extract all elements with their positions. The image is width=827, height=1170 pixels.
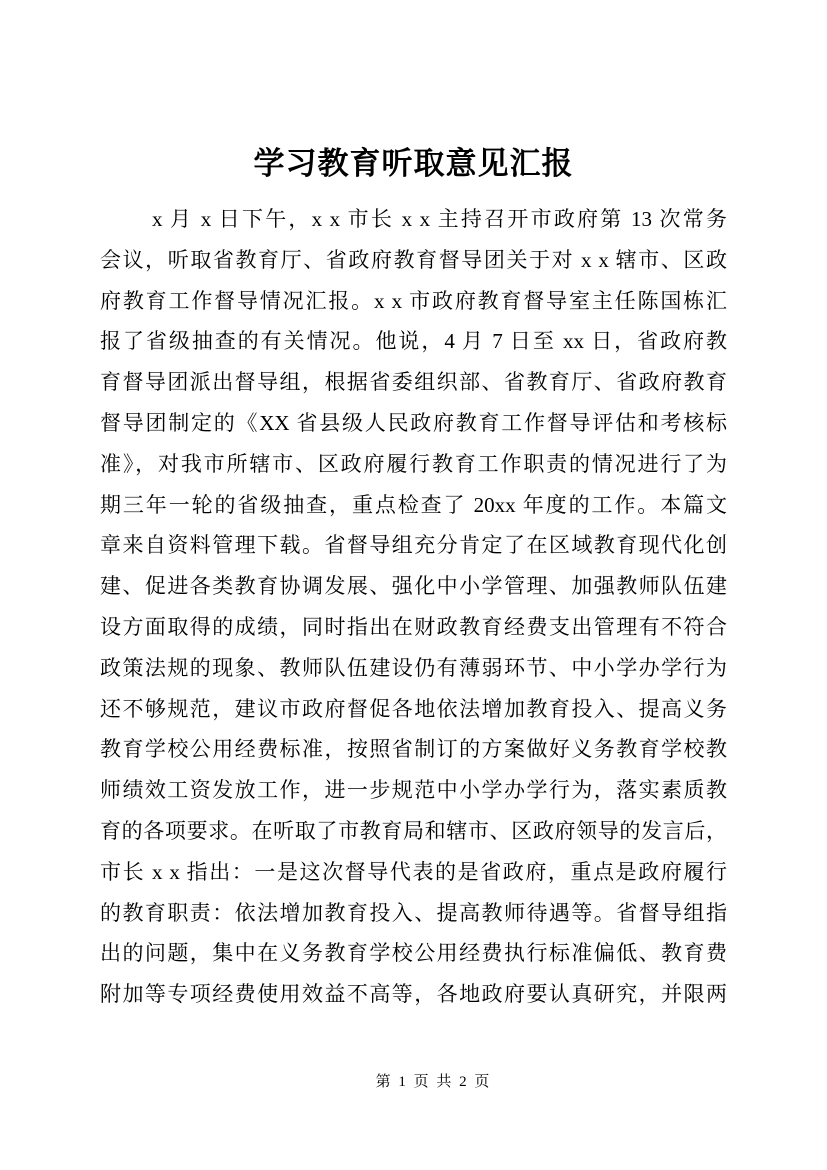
body-line: 章来自资料管理下载。省督导组充分肯定了在区域教育现代化创	[100, 533, 727, 558]
body-line: 师绩效工资发放工作，进一步规范中小学办学行为，落实素质教	[100, 778, 727, 803]
body-line: 市长 x x 指出：一是这次督导代表的是省政府，重点是政府履行	[100, 859, 727, 884]
body-line: 教育学校公用经费标准，按照省制订的方案做好义务教育学校教	[100, 737, 727, 762]
body-line: 的教育职责：依法增加教育投入、提高教师待遇等。省督导组指	[100, 900, 727, 925]
body-line: 报了省级抽查的有关情况。他说，4 月 7 日至 xx 日，省政府教	[100, 329, 727, 354]
body-line: 设方面取得的成绩，同时指出在财政教育经费支出管理有不符合	[100, 614, 727, 639]
body-line: 育督导团派出督导组，根据省委组织部、省教育厅、省政府教育	[100, 370, 727, 395]
page-number-label: 第 1 页 共 2 页	[375, 1074, 492, 1090]
body-line: 督导团制定的《XX 省县级人民政府教育工作督导评估和考核标	[100, 410, 727, 435]
body-line: 育的各项要求。在听取了市教育局和辖市、区政府领导的发言后，	[100, 818, 727, 843]
body-line: 还不够规范，建议市政府督促各地依法增加教育投入、提高义务	[100, 696, 727, 721]
page-footer	[40, 1072, 827, 1092]
body-line: 会议，听取省教育厅、省政府教育督导团关于对 x x 辖市、区政	[100, 247, 727, 272]
body-line: 政策法规的现象、教师队伍建设仍有薄弱环节、中小学办学行为	[100, 655, 727, 680]
body-line: 建、促进各类教育协调发展、强化中小学管理、加强教师队伍建	[100, 574, 727, 599]
document-body	[100, 199, 727, 1015]
body-line: 府教育工作督导情况汇报。x x 市政府教育督导室主任陈国栋汇	[100, 288, 727, 313]
body-line: 附加等专项经费使用效益不高等，各地政府要认真研究，并限两	[100, 982, 727, 1007]
body-line: x 月 x 日下午，x x 市长 x x 主持召开市政府第 13 次常务	[152, 207, 727, 231]
body-line: 准》，对我市所辖市、区政府履行教育工作职责的情况进行了为	[100, 451, 727, 476]
body-line: 出的问题，集中在义务教育学校公用经费执行标准偏低、教育费	[100, 941, 727, 966]
document-title: 学习教育听取意见汇报	[253, 146, 574, 181]
body-line: 期三年一轮的省级抽查，重点检查了 20xx 年度的工作。本篇文	[100, 492, 727, 517]
